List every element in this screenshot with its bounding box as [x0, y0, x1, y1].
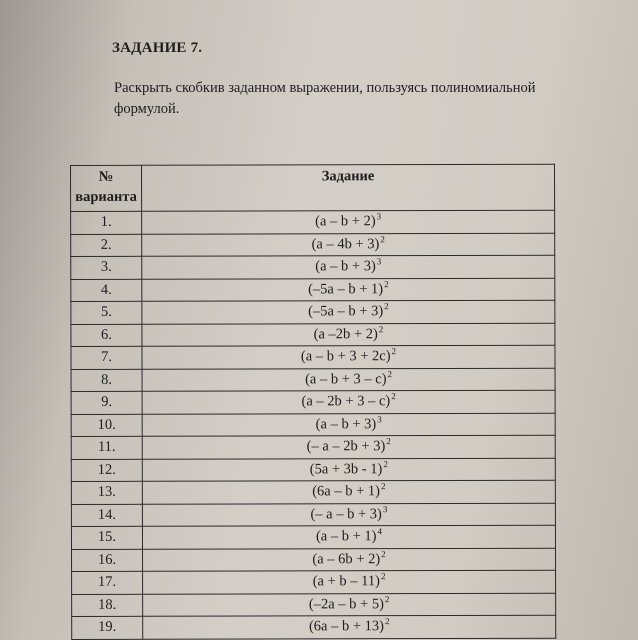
task-expression: (a – 6b + 2)	[312, 550, 381, 568]
variant-number: 3.	[71, 256, 142, 279]
table-row	[72, 570, 556, 594]
table-row	[71, 458, 555, 482]
table-row	[72, 593, 556, 617]
task-expression: (a – b + 1)	[315, 528, 377, 545]
assignment-title: ЗАДАНИЕ 7.	[112, 40, 203, 56]
task-expression-cell	[142, 458, 555, 482]
task-expression-cell	[142, 345, 555, 369]
table-row	[71, 368, 555, 392]
table-row	[71, 480, 555, 504]
expression-power: 2	[384, 593, 390, 604]
task-expression: (–5a – b + 1)	[308, 280, 384, 298]
variant-number: 14.	[71, 504, 142, 527]
table-row	[71, 210, 555, 234]
task-expression: (a – 4b + 3)	[311, 235, 380, 253]
header-number-sign: №	[98, 168, 114, 185]
task-expression-cell	[142, 323, 555, 347]
task-expression-cell	[142, 300, 555, 324]
task-expression-cell	[142, 503, 555, 527]
task-expression: (–5a – b + 3)	[308, 303, 384, 320]
variant-number: 10.	[71, 414, 142, 437]
variant-number: 18.	[72, 594, 143, 617]
task-expression-cell	[142, 435, 555, 459]
task-expression: (a – b + 2)	[315, 213, 376, 230]
variant-number: 15.	[71, 526, 142, 549]
task-expression: (a – b + 3 – c)	[305, 370, 387, 388]
expression-power: 2	[384, 616, 390, 627]
task-expression: (a – b + 3 + 2c)	[300, 348, 391, 365]
table-row	[71, 278, 555, 302]
task-expression: (a + b – 11)	[312, 573, 380, 590]
task-expression-cell	[142, 525, 555, 549]
task-expression-cell	[142, 413, 555, 437]
variant-number: 12.	[71, 459, 142, 482]
expression-power: 2	[381, 548, 386, 559]
task-expression-cell	[143, 615, 556, 639]
variant-number: 13.	[71, 481, 142, 504]
expression-power: 2	[391, 346, 397, 357]
table-row	[71, 390, 555, 414]
table-row	[72, 615, 556, 639]
expression-power: 2	[387, 368, 393, 379]
variant-number: 19.	[72, 616, 143, 639]
table-row	[71, 435, 555, 459]
task-expression-cell	[142, 278, 555, 302]
task-expression-cell	[143, 570, 556, 594]
expression-power: 3	[376, 211, 382, 222]
header-variant-label: варианта	[75, 188, 137, 205]
task-expression-cell	[142, 210, 555, 234]
instruction-text	[76, 78, 546, 120]
variant-number: 7.	[71, 346, 142, 369]
expression-power: 2	[391, 391, 396, 402]
table-row	[72, 548, 556, 572]
expression-power: 2	[384, 301, 389, 312]
table-row	[71, 233, 555, 257]
task-expression: (a – b + 3)	[315, 258, 376, 275]
table-row	[71, 323, 555, 347]
expression-power: 4	[377, 526, 382, 537]
variants-table	[70, 164, 556, 640]
task-expression: (– a – b + 3)	[310, 505, 382, 523]
table-header-row	[71, 164, 555, 211]
task-expression-cell	[142, 480, 555, 504]
expression-power: 3	[382, 503, 388, 514]
task-expression: (6a – b + 13)	[308, 618, 384, 635]
task-expression-cell	[142, 255, 555, 279]
expression-power: 2	[386, 436, 391, 447]
expression-power: 2	[380, 571, 386, 582]
variant-number: 8.	[71, 369, 142, 392]
task-expression-cell	[143, 593, 556, 617]
variant-number: 2.	[71, 234, 142, 257]
table-row	[71, 255, 555, 279]
expression-power: 2	[384, 278, 389, 289]
instruction-paragraph: Раскрыть скобкив заданном выражении, пользуясь полиномиальной формулой.	[114, 80, 536, 117]
task-expression-cell	[142, 368, 555, 392]
variant-number: 16.	[72, 549, 143, 572]
expression-power: 2	[378, 323, 384, 334]
task-expression: (– a – 2b + 3)	[306, 438, 386, 455]
expression-power: 2	[383, 458, 388, 469]
expression-power: 3	[377, 413, 382, 424]
table-row	[71, 300, 555, 324]
task-expression-cell	[142, 233, 555, 257]
expression-power: 2	[380, 233, 385, 244]
task-expression: (5a + 3b - 1)	[309, 460, 383, 478]
variant-number: 11.	[71, 436, 142, 459]
task-expression: (a –2b + 2)	[313, 325, 378, 343]
expression-power: 2	[380, 481, 386, 492]
variant-number: 4.	[71, 279, 142, 302]
task-expression-cell	[143, 548, 556, 572]
task-expression: (a – b + 3)	[315, 415, 377, 433]
variant-number: 6.	[71, 324, 142, 347]
variant-number: 17.	[72, 571, 143, 594]
table-row	[71, 345, 555, 369]
variant-number: 9.	[71, 391, 142, 414]
task-expression: (a – 2b + 3 – c)	[301, 393, 391, 410]
expression-power: 3	[376, 256, 382, 267]
table-row	[71, 525, 555, 549]
variant-number: 1.	[71, 211, 142, 234]
task-expression-cell	[142, 390, 555, 414]
variant-number-header	[71, 165, 142, 211]
task-expression: (–2a – b + 5)	[308, 595, 384, 613]
table-row	[71, 413, 555, 437]
task-expression: (6a – b + 1)	[312, 483, 381, 500]
task-header: Задание	[142, 164, 555, 211]
table-row	[71, 503, 555, 527]
variant-number: 5.	[71, 301, 142, 324]
